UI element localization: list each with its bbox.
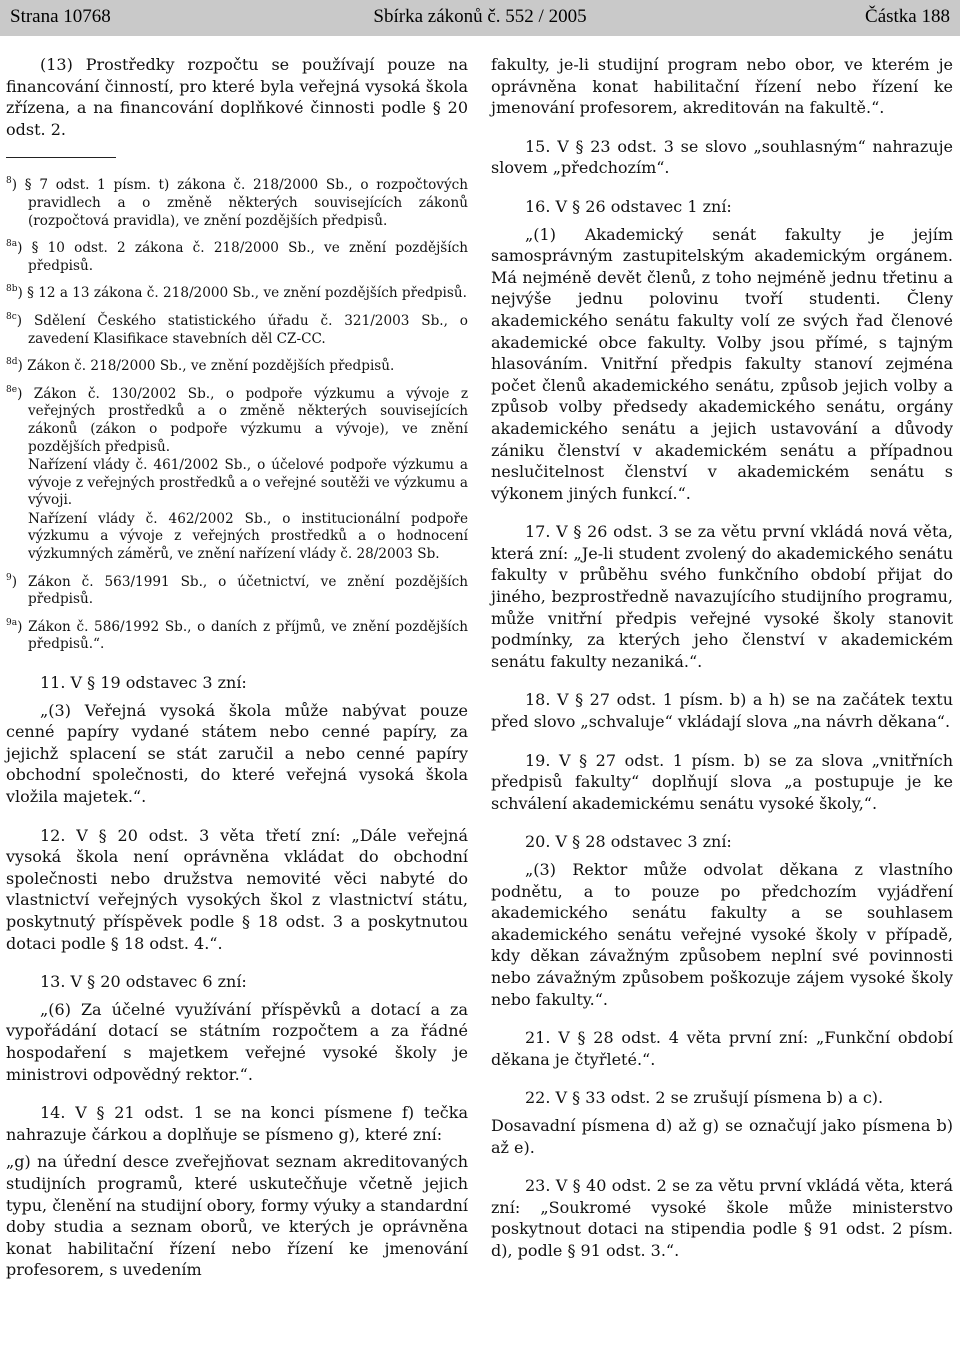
amendment-12: 12. V § 20 odst. 3 věta třetí zní: „Dále veřejná vysoká škola není oprávněna vkládat do obchodní společnosti nebo družstva nemovité věci nabyté do vlastnictví veřejných vysokých škol z vlastnictví státu, poskytnutý příspěvek podle § 18 odst. 3 a poskytnutou dotaci podle § 18 odst. 4.“. — [6, 825, 468, 953]
footnotes — [6, 173, 468, 654]
amendment-22: 22. V § 33 odst. 2 se zrušují písmena b) a c). — [525, 1088, 884, 1108]
left-column — [6, 54, 468, 1298]
footnote-text: Zákon č. 218/2000 Sb., ve znění pozdějších předpisů. — [27, 358, 395, 375]
amendment-22-note: Dosavadní písmena d) až g) se označují jako písmena b) až e). — [491, 1115, 953, 1157]
amendment-14: 14. V § 21 odst. 1 se na konci písmene f) tečka nahrazuje čárkou a doplňuje se písmeno g), které zní: — [6, 1103, 468, 1144]
footnote-text: Zákon č. 130/2002 Sb., o podpoře výzkumu a vývoje z veřejných prostředků a o změně některých souvisejících zákonů (zákon o podpoře výzkumu a vývoje), ve znění pozdějších předpisů. — [28, 385, 469, 455]
footnote-mark: 8b — [6, 284, 18, 295]
footnote-8: $^8$) § 7 odst. 1 písm. t) zákona č. 218/2000 Sb., o rozpočtových pravidlech a o změně některých souvisejících zákonů (rozpočtová pravidla), ve znění pozdějších předpisů. — [6, 176, 469, 229]
amendment-11-heading: 11. V § 19 odstavec 3 zní: — [40, 673, 247, 693]
amendment-17: 17. V § 26 odst. 3 se za větu první vkládá nová věta, která zní: „Je-li student zvolený do akademického senátu fakulty v průběhu svého funkčního období přijat do jiného, bezprostředně navazujícího studijního programu, může vnitřní předpis veřejné vysoké školy stanovit podmínky, za kterých jeho členství v akademickém senátu fakulty nezaniká.“. — [491, 522, 953, 671]
amendment-11-text: „(3) Veřejná vysoká škola může nabývat pouze cenné papíry vydané státem nebo cenné papíry, za jejichž splacení se stát zaručil a nebo cenné papíry obchodní společnosti, do které veřejná vysoká škola vložila majetek.“. — [6, 700, 468, 806]
footnote-8e: $^{8e}$) Zákon č. 130/2002 Sb., o podpoře výzkumu a vývoje z veřejných prostředků a o změně některých souvisejících zákonů (zákon o podpoře výzkumu a vývoje), ve znění pozdějších předpisů. Nařízení vlády č. 461/2002 Sb., o účelové podpoře výzkumu a vývoje z veřejných prostředků a o veřejné soutěži ve výzkumu a vývoji. Nařízení vlády č. 462/2002 Sb., o institucionální podpoře výzkumu a vývoje z veřejných prostředků a o hodnocení výzkumných záměrů, ve znění nařízení vlády č. 28/2003 Sb. — [6, 384, 469, 563]
footnote-8d: $^{8d}$) Zákon č. 218/2000 Sb., ve znění pozdějších předpisů. — [6, 357, 395, 375]
footnote-mark: 8d — [6, 357, 18, 368]
amendment-20-text: „(3) Rektor může odvolat děkana z vlastního podnětu, a to pouze po předchozím vyjádření akademického senátu fakulty a se souhlasem akademického senátu veřejné vysoké školy v případě, kdy děkan závažným způsobem neplní své povinnosti nebo závažným způsobem poškozuje zájem vysoké školy nebo fakulty.“. — [491, 860, 953, 1009]
footnote-mark: 8a — [6, 239, 18, 250]
footnote-9: $^9$) Zákon č. 563/1991 Sb., o účetnictví, ve znění pozdějších předpisů. — [6, 572, 468, 608]
issue-number: Částka 188 — [865, 6, 950, 27]
amendment-18: 18. V § 27 odst. 1 písm. b) a h) se na začátek textu před slovo „schvaluje“ vkládají slova „na návrh děkana“. — [491, 690, 953, 732]
footnote-extra: Nařízení vlády č. 462/2002 Sb., o institucionální podpoře výzkumu a vývoje z veřejných prostředků a o hodnocení výzkumných záměrů, ve znění nařízení vlády č. 28/2003 Sb. — [28, 510, 468, 563]
collection-title: Sbírka zákonů č. 552 / 2005 — [373, 6, 587, 27]
continuation-text: fakulty, je-li studijní program nebo obor, ve kterém je oprávněna konat habilitační řízení nebo řízení ke jmenování profesorem, akreditován na fakultě.“. — [491, 55, 953, 118]
paragraph-13: (13) Prostředky rozpočtu se používají pouze na financování činností, pro které byla veřejná vysoká škola zřízena, a na financování doplňkové činnosti podle § 20 odst. 2. — [6, 55, 468, 139]
amendment-16-text: „(1) Akademický senát fakulty je jejím samosprávným zastupitelským akademickým orgánem. Má nejméně devět členů, z toho nejméně jednu třetinu a nejvýše jednu polovinu tvoří studenti. Členy akademického senátu fakulty volí ze svých řad členové akademické obce fakulty. Volby jsou přímé, s tajným hlasováním. Vnitřní předpis fakulty stanoví zejména počet členů akademického senátu, způsob jejich volby a způsob volby předsedy akademického senátu, orgány akademického senátu a jejich ustavování a důvody zániku členství v akademickém senátu a případnou neslučitelnost členství v akademickém senátu s výkonem jiných funkcí.“. — [491, 224, 953, 503]
footnote-8a: $^{8a}$) § 10 odst. 2 zákona č. 218/2000 Sb., ve znění pozdějších předpisů. — [6, 239, 468, 274]
page-number: Strana 10768 — [10, 6, 111, 27]
footnote-mark: 9a — [6, 617, 18, 628]
footnote-text: § 7 odst. 1 písm. t) zákona č. 218/2000 Sb., o rozpočtových pravidlech a o změně některých souvisejících zákonů (rozpočtová pravidla), ve znění pozdějších předpisů. — [24, 177, 469, 229]
amendment-23: 23. V § 40 odst. 2 se za větu první vkládá věta, která zní: „Soukromé vysoké škole může ministerstvo poskytnout dotaci na stipendia podle § 91 odst. 2 písm. d), podle § 91 odst. 3.“. — [491, 1176, 953, 1260]
amendment-21: 21. V § 28 odst. 4 věta první zní: „Funkční období děkana je čtyřleté.“. — [491, 1028, 953, 1069]
amendment-15: 15. V § 23 odst. 3 se slovo „souhlasným“ nahrazuje slovem „předchozím“. — [491, 136, 953, 178]
amendment-16-heading: 16. V § 26 odstavec 1 zní: — [525, 196, 732, 216]
amendment-19: 19. V § 27 odst. 1 písm. b) se za slova „vnitřních předpisů fakulty“ doplňují slova „a postupuje je ke schválení akademickému senátu vysoké školy,“. — [491, 750, 953, 813]
footnote-mark: 9 — [6, 572, 12, 583]
footnote-text: Sdělení Českého statistického úřadu č. 321/2003 Sb., o zavedení Klasifikace stavebních děl CZ-CC. — [28, 312, 468, 347]
footnote-mark: 8 — [6, 176, 12, 187]
footnote-mark: 8e — [6, 384, 18, 395]
footnote-extra: Nařízení vlády č. 461/2002 Sb., o účelové podpoře výzkumu a vývoje z veřejných prostředků a o veřejné soutěži ve výzkumu a vývoji. — [28, 457, 468, 509]
amendment-14-letter-g: „g) na úřední desce zveřejňovat seznam akreditovaných studijních programů, které uskutečňuje včetně jejich typu, členění na studijní obory, formy výuky a standardní doby studia a seznam oborů, ve kterých je oprávněna konat habilitační řízení nebo řízení ke jmenování profesorem, s uvedením — [6, 1152, 468, 1280]
footnote-text: Zákon č. 586/1992 Sb., o daních z příjmů, ve znění pozdějších předpisů.“. — [28, 618, 468, 653]
amendment-20-heading: 20. V § 28 odstavec 3 zní: — [525, 832, 732, 852]
amendment-13-heading: 13. V § 20 odstavec 6 zní: — [40, 972, 247, 992]
right-column — [491, 54, 953, 1279]
footnote-8b: $^{8b}$) § 12 a 13 zákona č. 218/2000 Sb., ve znění pozdějších předpisů. — [6, 284, 467, 302]
footnote-9a: $^{9a}$) Zákon č. 586/1992 Sb., o daních z příjmů, ve znění pozdějších předpisů.“. — [6, 617, 468, 653]
page-header — [0, 0, 960, 36]
footnote-text: § 12 a 13 zákona č. 218/2000 Sb., ve znění pozdějších předpisů. — [27, 285, 467, 302]
footnote-mark: 8c — [6, 311, 17, 322]
footnote-text: § 10 odst. 2 zákona č. 218/2000 Sb., ve znění pozdějších předpisů. — [28, 240, 468, 274]
footnote-8c: $^{8c}$) Sdělení Českého statistického úřadu č. 321/2003 Sb., o zavedení Klasifikace stavebních děl CZ-CC. — [6, 311, 468, 347]
footnote-text: Zákon č. 563/1991 Sb., o účetnictví, ve znění pozdějších předpisů. — [27, 573, 468, 608]
amendment-13-text: „(6) Za účelné využívání příspěvků a dotací a za vypořádání dotací se státním rozpočtem a za řádné hospodaření s majetkem veřejné vysoké školy je ministrovi odpovědný rektor.“. — [6, 999, 468, 1084]
footnote-divider — [6, 157, 116, 158]
